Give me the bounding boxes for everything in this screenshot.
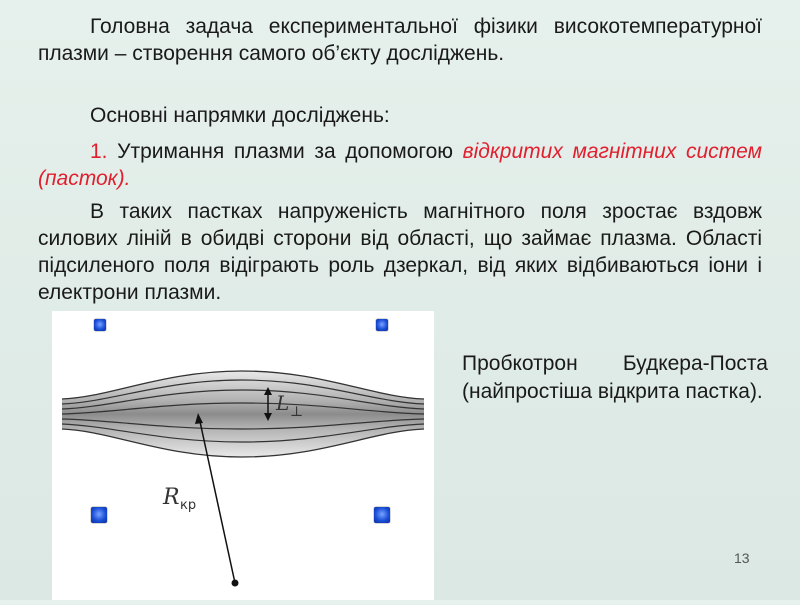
direction-1-emphasis: відкритих магнітних систем (пасток).	[38, 140, 763, 190]
paragraph-directions-text: Основні напрямки досліджень:	[90, 104, 390, 127]
mirror-trap-figure	[52, 311, 434, 600]
direction-1-text: Утримання плазми за допомогою	[107, 140, 463, 163]
selection-handle-icon	[94, 319, 106, 331]
selection-handle-icon	[91, 507, 107, 523]
paragraph-traps-text: В таких пастках напруженість магнітного поля зростає вздовж силових ліній в обидві сторони від області, що займає плазма. Області підсиленого поля відіграють роль дзеркал, від яких відбиваються іони і електрони плазми.	[38, 200, 762, 304]
label-l-perp-sub: ⊥	[290, 404, 304, 420]
paragraph-main-task	[38, 13, 762, 67]
paragraph-direction-1	[38, 138, 762, 192]
paragraph-main-task-text: Головна задача експериментальної фізики високотемпературної плазми – створення самого об’єкту досліджень.	[38, 15, 762, 65]
label-r-sub: кр	[180, 498, 197, 513]
paragraph-directions	[38, 102, 762, 129]
figure-caption: Пробкотрон Будкера-Поста (найпростіша відкрита пастка).	[462, 352, 768, 403]
mirror-trap-diagram	[52, 311, 434, 600]
plasma-body	[62, 371, 424, 457]
label-l-perp: L	[276, 391, 290, 415]
label-r: R	[163, 485, 180, 510]
selection-handle-icon	[376, 319, 388, 331]
radius-center-point	[232, 580, 239, 587]
paragraph-traps-description	[38, 198, 762, 306]
selection-handle-icon	[374, 507, 390, 523]
list-number: 1.	[90, 140, 108, 163]
page-number: 13	[734, 550, 750, 566]
